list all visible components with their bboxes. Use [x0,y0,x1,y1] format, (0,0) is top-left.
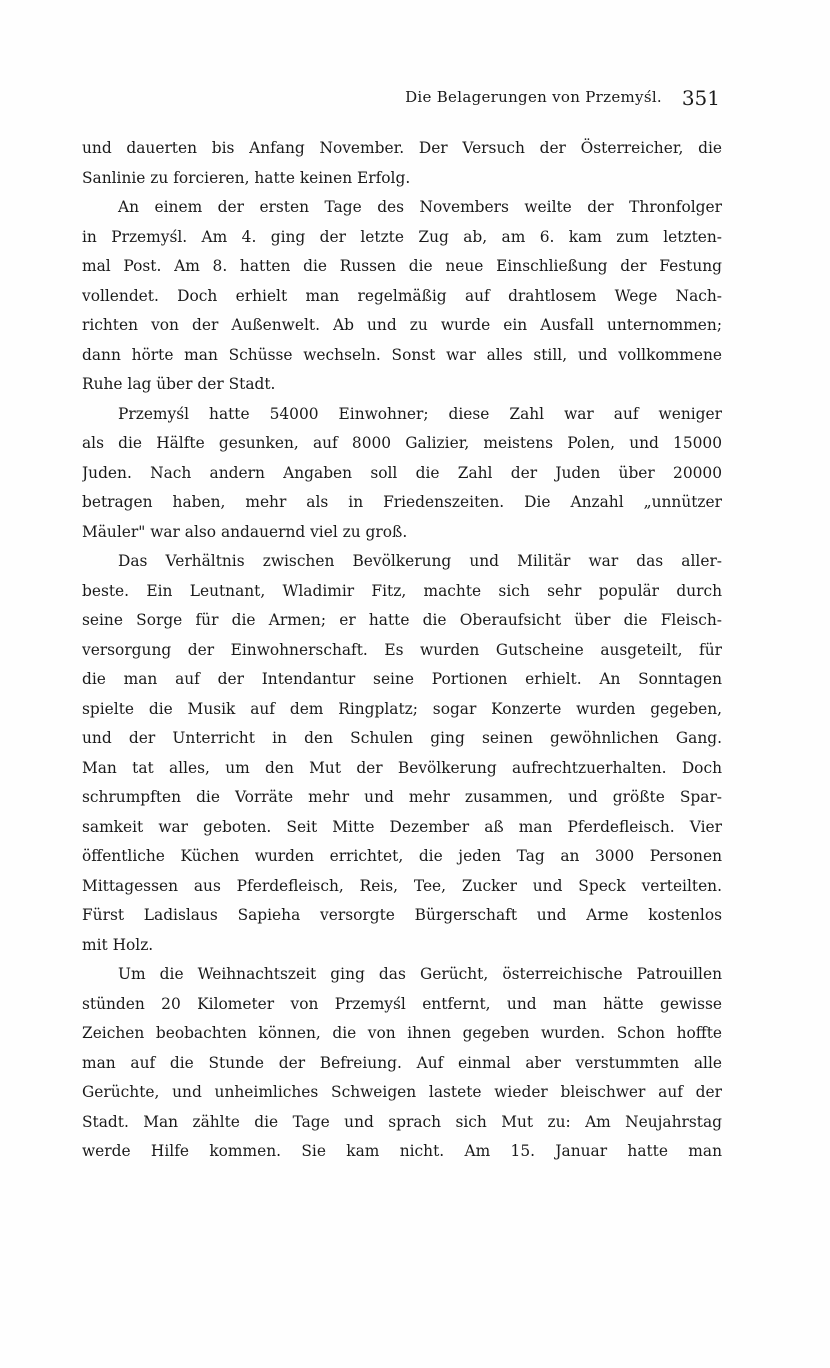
text-line: Mäuler" war also andauernd viel zu groß. [82,522,408,541]
text-line: und der Unterricht in den Schulen ging seinen gewöhnlichen Gang. [82,729,722,747]
text-line: stünden 20 Kilometer von Przemyśl entfernt, und man hätte gewisse [82,994,722,1013]
text-line: schrumpften die Vorräte mehr und mehr zusammen, und größte Spar- [82,788,722,806]
text-line: dann hörte man Schüsse wechseln. Sonst war alles still, und vollkommene [82,345,722,364]
text-line: mal Post. Am 8. hatten die Russen die neue Einschließung der Festung [82,257,722,275]
text-line: als die Hälfte gesunken, auf 8000 Galizier, meistens Polen, und 15000 [82,434,722,452]
text-line: versorgung der Einwohnerschaft. Es wurden Gutscheine ausgeteilt, für [82,640,722,659]
body-text [82,134,722,1167]
text-line: und dauerten bis Anfang November. Der Versuch der Österreicher, die [82,139,722,157]
text-line: die man auf der Intendantur seine Portionen erhielt. An Sonntagen [82,670,722,688]
text-line: spielte die Musik auf dem Ringplatz; sogar Konzerte wurden gegeben, [82,699,722,718]
text-line: man auf die Stunde der Befreiung. Auf einmal aber verstummten alle [82,1053,722,1072]
text-line: mit Holz. [82,935,154,954]
text-line: seine Sorge für die Armen; er hatte die Oberaufsicht über die Fleisch- [82,611,722,629]
text-line: in Przemyśl. Am 4. ging der letzte Zug ab, am 6. kam zum letzten- [82,227,722,246]
text-line: Um die Weihnachtszeit ging das Gerücht, österreichische Patrouillen [118,965,722,983]
text-line: Stadt. Man zählte die Tage und sprach sich Mut zu: Am Neujahrstag [82,1112,722,1131]
text-line: Das Verhältnis zwischen Bevölkerung und Militär war das aller- [118,552,722,570]
text-line: Przemyśl hatte 54000 Einwohner; diese Zahl war auf weniger [118,404,722,423]
text-line: An einem der ersten Tage des Novembers weilte der Thronfolger [118,198,722,216]
text-line: Zeichen beobachten können, die von ihnen gegeben wurden. Schon hoffte [82,1024,722,1042]
text-line: Man tat alles, um den Mut der Bevölkerung aufrechtzuerhalten. Doch [82,758,722,777]
text-line: öffentliche Küchen wurden errichtet, die jeden Tag an 3000 Personen [82,847,722,865]
text-line: betragen haben, mehr als in Friedenszeiten. Die Anzahl „unnützer [82,493,722,511]
text-line: richten von der Außenwelt. Ab und zu wurde ein Ausfall unternommen; [82,316,722,334]
text-line: beste. Ein Leutnant, Wladimir Fitz, machte sich sehr populär durch [82,581,722,600]
page-number: 351 [681,86,720,110]
text-line: Gerüchte, und unheimliches Schweigen lastete wieder bleischwer auf der [82,1083,722,1101]
text-line: Juden. Nach andern Angaben soll die Zahl der Juden über 20000 [82,463,722,482]
text-line: werde Hilfe kommen. Sie kam nicht. Am 15. Januar hatte man [82,1142,722,1160]
text-line: Mittagessen aus Pferdefleisch, Reis, Tee, Zucker und Speck verteilten. [82,876,722,895]
running-head [0,82,830,114]
text-line: vollendet. Doch erhielt man regelmäßig auf drahtlosem Wege Nach- [82,286,722,305]
text-line: Fürst Ladislaus Sapieha versorgte Bürgerschaft und Arme kostenlos [82,906,722,924]
text-line: samkeit war geboten. Seit Mitte Dezember aß man Pferdefleisch. Vier [82,817,722,836]
running-title: Die Belagerungen von Przemyśl. [405,88,662,106]
text-line: Sanlinie zu forcieren, hatte keinen Erfolg. [82,168,411,187]
text-line: Ruhe lag über der Stadt. [82,375,276,393]
